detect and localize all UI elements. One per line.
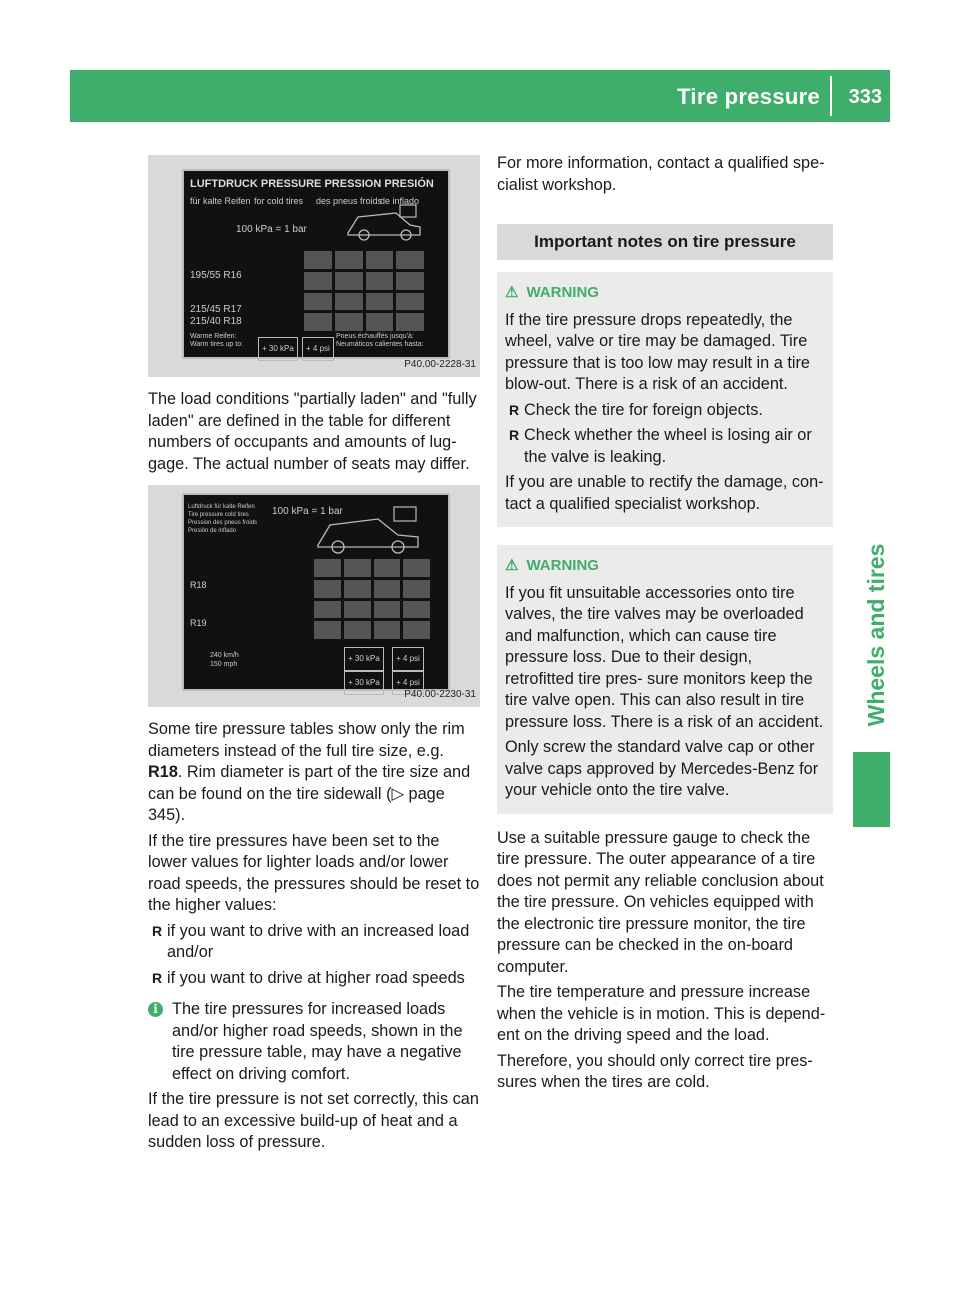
- label2-kpa-2: + 30 kPa: [344, 671, 384, 695]
- list-item-text: if you want to drive at higher road speeds: [167, 968, 465, 987]
- warning-box-2: [497, 545, 833, 814]
- label2-psi-2: + 4 psi: [392, 671, 424, 695]
- warning-text: If the tire pressure drops repeatedly, the wheel, valve or tire may be damaged. Tire pressure that is too low may result in a tire blow-out. There is a risk of an accident.: [505, 310, 810, 393]
- warning-label: WARNING: [526, 557, 599, 574]
- paragraph-rim-diameter: [148, 719, 480, 827]
- warning-heading: [505, 282, 825, 304]
- section-title: Tire pressure: [677, 84, 820, 109]
- paragraph-load-conditions: The load conditions "partially laden" and "fully laden" are defined in the table for different numbers of occupants and amounts of lug- gage. The actual number of seats may differ.: [148, 390, 477, 473]
- label2-row-r18: R18: [190, 580, 207, 590]
- paragraph-incorrect-pressure: If the tire pressure is not set correctly, this can lead to an excessive build-up of heat and a sudden loss of pressure.: [148, 1090, 479, 1151]
- info-note: [148, 999, 480, 1085]
- car-icon: [344, 203, 424, 243]
- label2-row-r19: R19: [190, 618, 207, 628]
- list-item: [505, 425, 825, 468]
- list-item: [148, 921, 480, 964]
- label2-heading-3: Pression des pneus froids: [188, 520, 258, 526]
- warning-text: If you fit unsuitable accessories onto tire valves, the tire valves may be overloaded and malfunction, which can cause tire pressure loss. Due to their design, retrofitted tire pres- sure monitors keep the tire valve open. This can also result in tire pressure loss. There is a risk of an accident.: [505, 583, 824, 731]
- label2-heading-1: Luftdruck für kalte Reifen: [188, 504, 255, 510]
- list-item-text: Check whether the wheel is losing air or the valve is leaking.: [524, 426, 812, 466]
- label1-warm-psi: + 4 psi: [302, 337, 334, 361]
- page-reference-link[interactable]: (▷ page 345).: [148, 784, 445, 824]
- rim-example: R18: [148, 763, 178, 781]
- label1-row-1: 195/55 R16: [190, 270, 242, 281]
- paragraph-more-info: For more information, contact a qualified spe- cialist workshop.: [497, 154, 825, 194]
- warning-footer: Only screw the standard valve cap or other valve caps approved by Mercedes-Benz for your vehicle onto the tire valve.: [505, 738, 819, 799]
- label1-row-2: 215/45 R17: [190, 304, 242, 315]
- side-tab-label: Wheels and tires: [863, 543, 889, 727]
- tire-pressure-label-1: [182, 169, 450, 359]
- label1-conversion: 100 kPa = 1 bar: [236, 224, 307, 235]
- label1-subhead-de: für kalte Reifen: [190, 196, 251, 206]
- left-column: [148, 155, 480, 1158]
- label1-pressure-grid: [304, 251, 424, 331]
- tire-label-figure-2: [148, 485, 480, 707]
- label2-pressure-grid: [314, 559, 430, 639]
- paragraph-reset-pressures: If the tire pressures have been set to the lower values for lighter loads and/or lower road speeds, the pressures should be reset to the higher values:: [148, 831, 480, 914]
- header-divider: [830, 76, 832, 116]
- bullet-icon: R: [509, 427, 520, 443]
- info-text: The tire pressures for increased loads and/or higher road speeds, shown in the tire pressure table, may have a negative effect on driving comfort.: [172, 1000, 463, 1083]
- label2-heading-2: Tire pressure cold tires: [188, 512, 249, 518]
- label1-subhead-en: for cold tires: [254, 196, 304, 206]
- paragraph-pressure-gauge: Use a suitable pressure gauge to check the tire pressure. The outer appearance of a tire does not permit any reliable conclusion about the tire pressure. On vehicles equipped with the electronic tire pressure monitor, the tire pressure can be checked in the on-board computer.: [497, 828, 824, 976]
- warning-label: WARNING: [526, 284, 599, 301]
- list-item-text: Check the tire for foreign objects.: [524, 400, 763, 419]
- bullet-icon: R: [509, 401, 520, 418]
- bullet-icon: R: [152, 922, 163, 939]
- side-tab-marker: [853, 752, 890, 827]
- list-item: [505, 400, 825, 422]
- label2-conversion: 100 kPa = 1 bar: [272, 506, 343, 517]
- paragraph-cold-tires: Therefore, you should only correct tire pres- sures when the tires are cold.: [497, 1051, 813, 1091]
- label1-row-3: 215/40 R18: [190, 316, 242, 327]
- warning-heading: [505, 555, 825, 577]
- list-item-text: if you want to drive with an increased load and/or: [167, 921, 470, 961]
- label2-heading-4: Presión de inflado: [188, 528, 237, 534]
- warning-footer: If you are unable to rectify the damage, con- tact a qualified specialist workshop.: [505, 473, 824, 513]
- label1-subhead-fr: des pneus froids: [316, 196, 383, 206]
- section-heading: Important notes on tire pressure: [497, 224, 833, 260]
- rim-text-a: Some tire pressure tables show only the rim diameters instead of the full tire size, e.g.: [148, 720, 465, 760]
- label2-speed-kmh: 240 km/h: [210, 652, 239, 659]
- tire-pressure-label-2: [182, 493, 450, 691]
- bullet-icon: R: [152, 969, 163, 986]
- label2-kpa-1: + 30 kPa: [344, 647, 384, 671]
- figure1-code: P40.00-2228-31: [404, 358, 476, 370]
- page-number: 333: [848, 86, 882, 108]
- tire-label-figure-1: [148, 155, 480, 377]
- label1-warm-right: Pneus échauffés jusqu'à: Neumáticos calientes hasta:: [336, 333, 424, 348]
- page-header: [70, 70, 890, 122]
- label1-subhead-es: de inflado: [380, 196, 420, 206]
- label1-warm-kpa: + 30 kPa: [258, 337, 298, 361]
- warning-box-1: [497, 272, 833, 527]
- car-icon-2: [314, 505, 424, 555]
- label1-heading: LUFTDRUCK PRESSURE PRESSION PRESIÓN: [190, 178, 434, 190]
- side-tab: [853, 540, 890, 730]
- paragraph-temperature: The tire temperature and pressure increase when the vehicle is in motion. This is depend- ent on the driving speed and the load.: [497, 983, 826, 1044]
- label2-psi-1: + 4 psi: [392, 647, 424, 671]
- warning-triangle-icon: ⚠: [505, 284, 519, 301]
- figure2-code: P40.00-2230-31: [404, 688, 476, 700]
- label1-warm-left: Warme Reifen: Warm tires up to:: [190, 333, 244, 348]
- warning-triangle-icon: ⚠: [505, 557, 519, 574]
- right-column: [497, 153, 833, 1098]
- rim-text-b: . Rim diameter is part of the tire size and can be found on the tire sidewall: [148, 763, 471, 803]
- info-icon: i: [148, 1002, 163, 1017]
- label2-speed-mph: 150 mph: [210, 661, 238, 668]
- list-item: [148, 968, 480, 990]
